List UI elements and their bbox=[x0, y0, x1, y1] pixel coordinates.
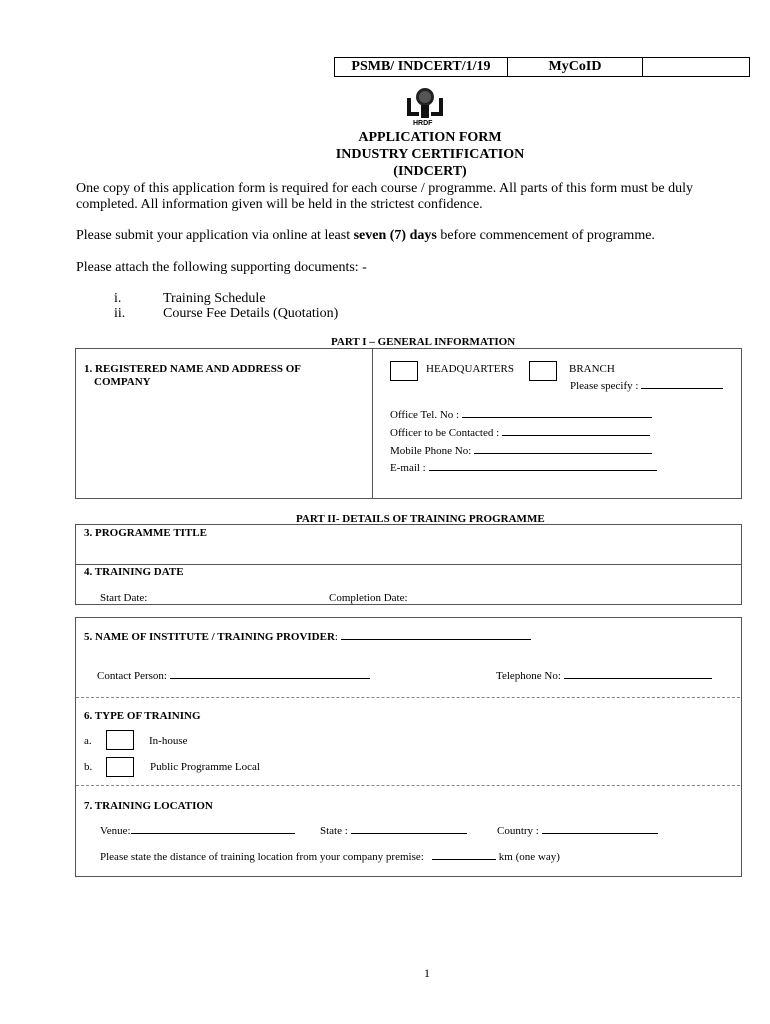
telephone bbox=[496, 670, 712, 682]
please-specify-line[interactable] bbox=[641, 387, 723, 389]
type-a-label: In-house bbox=[149, 735, 188, 747]
please-specify bbox=[570, 380, 723, 392]
training-date-label: 4. TRAINING DATE bbox=[84, 566, 184, 578]
country-label: Country : bbox=[497, 825, 539, 837]
field1-label-line2: COMPANY bbox=[94, 376, 151, 388]
type-of-training-label: 6. TYPE OF TRAINING bbox=[84, 710, 201, 722]
intro-line-2: completed. All information given will be held in the strictest confidence. bbox=[76, 197, 483, 212]
mobile-phone bbox=[390, 445, 652, 457]
form-code: PSMB/ INDCERT/1/19 bbox=[335, 58, 508, 76]
telephone-line[interactable] bbox=[564, 677, 712, 679]
mobile-phone-label: Mobile Phone No: bbox=[390, 445, 472, 457]
submit-days: seven (7) days bbox=[353, 228, 437, 243]
programme-title-label: 3. PROGRAMME TITLE bbox=[84, 527, 207, 539]
state-line[interactable] bbox=[351, 832, 467, 834]
submit-text-before: Please submit your application via online at least bbox=[76, 228, 354, 243]
form-reference-table bbox=[334, 57, 750, 77]
title-industry-certification: INDUSTRY CERTIFICATION bbox=[335, 147, 525, 162]
hrdf-logo bbox=[405, 86, 445, 130]
email-line[interactable] bbox=[429, 469, 657, 471]
venue bbox=[100, 825, 295, 837]
type-b-letter: b. bbox=[84, 761, 93, 773]
email bbox=[390, 462, 657, 474]
institute-line[interactable] bbox=[341, 638, 531, 640]
submit-text-after: before commencement of programme. bbox=[436, 228, 655, 243]
headquarters-label: HEADQUARTERS bbox=[426, 363, 514, 375]
branch-label: BRANCH bbox=[569, 363, 615, 375]
logo-text: HRDF bbox=[413, 120, 433, 127]
country bbox=[497, 825, 658, 837]
mycoid-label: MyCoID bbox=[508, 58, 643, 76]
headquarters-checkbox[interactable] bbox=[390, 361, 418, 381]
part2-heading: PART II- DETAILS OF TRAINING PROGRAMME bbox=[296, 513, 545, 525]
doc-text-1: Training Schedule bbox=[163, 291, 266, 306]
intro-line-1: One copy of this application form is required for each course / programme. All parts of this form must be duly bbox=[76, 181, 694, 196]
institute-label: 5. NAME OF INSTITUTE / TRAINING PROVIDER bbox=[84, 631, 335, 643]
distance-unit: km (one way) bbox=[498, 851, 560, 863]
title-indcert: (INDCERT) bbox=[393, 164, 467, 179]
programme-divider bbox=[75, 564, 741, 565]
page-number: 1 bbox=[424, 966, 430, 980]
training-details-box bbox=[75, 617, 742, 877]
training-location-label: 7. TRAINING LOCATION bbox=[84, 800, 213, 812]
mycoid-value[interactable] bbox=[643, 58, 749, 76]
office-tel bbox=[390, 409, 652, 421]
part1-divider bbox=[372, 348, 373, 498]
institute-colon: : bbox=[334, 631, 338, 643]
venue-label: Venue: bbox=[100, 825, 131, 837]
doc-text-2: Course Fee Details (Quotation) bbox=[163, 306, 339, 321]
doc-num-2: ii. bbox=[114, 306, 126, 321]
please-specify-label: Please specify : bbox=[570, 380, 639, 392]
contact-person-label: Contact Person: bbox=[97, 670, 167, 682]
officer-contact-line[interactable] bbox=[502, 434, 650, 436]
institute bbox=[84, 631, 531, 643]
office-tel-line[interactable] bbox=[462, 416, 652, 418]
officer-contact bbox=[390, 427, 650, 439]
dash-divider-2 bbox=[76, 785, 740, 786]
attach-instruction: Please attach the following supporting documents: - bbox=[76, 260, 367, 275]
contact-person bbox=[97, 670, 370, 682]
distance-line[interactable] bbox=[432, 858, 496, 860]
public-programme-checkbox[interactable] bbox=[106, 757, 134, 777]
contact-person-line[interactable] bbox=[170, 677, 370, 679]
distance bbox=[100, 851, 560, 863]
title-application-form: APPLICATION FORM bbox=[358, 130, 502, 145]
type-a-letter: a. bbox=[84, 735, 92, 747]
completion-date-label[interactable]: Completion Date: bbox=[329, 592, 408, 604]
inhouse-checkbox[interactable] bbox=[106, 730, 134, 750]
office-tel-label: Office Tel. No : bbox=[390, 409, 460, 421]
email-label: E-mail : bbox=[390, 462, 426, 474]
dash-divider-1 bbox=[76, 697, 740, 698]
doc-num-1: i. bbox=[114, 291, 122, 306]
type-b-label: Public Programme Local bbox=[150, 761, 260, 773]
venue-line[interactable] bbox=[131, 832, 295, 834]
telephone-label: Telephone No: bbox=[496, 670, 561, 682]
mobile-phone-line[interactable] bbox=[474, 452, 652, 454]
distance-label: Please state the distance of training location from your company premise: bbox=[100, 851, 424, 863]
branch-checkbox[interactable] bbox=[529, 361, 557, 381]
start-date-label[interactable]: Start Date: bbox=[100, 592, 148, 604]
country-line[interactable] bbox=[542, 832, 658, 834]
part1-heading: PART I – GENERAL INFORMATION bbox=[331, 336, 516, 348]
state-label: State : bbox=[320, 825, 348, 837]
officer-contact-label: Officer to be Contacted : bbox=[390, 427, 500, 439]
state bbox=[320, 825, 467, 837]
field1-label-line1: 1. REGISTERED NAME AND ADDRESS OF bbox=[84, 363, 301, 375]
submit-instruction bbox=[76, 227, 655, 244]
